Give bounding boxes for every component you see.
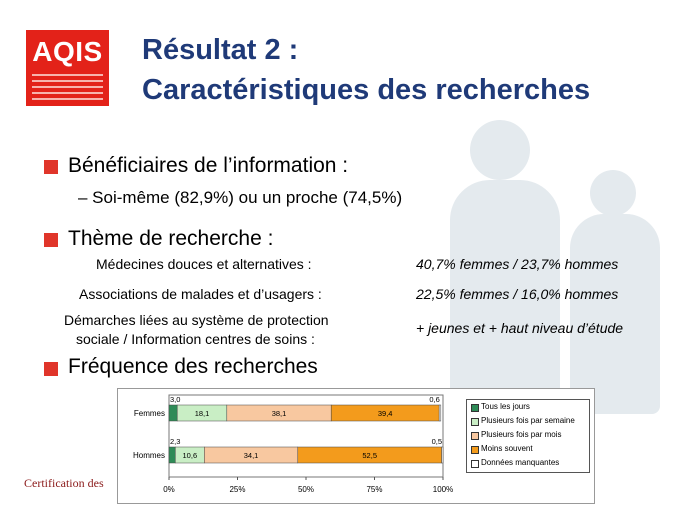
theme-row-value: 40,7% femmes / 23,7% hommes — [416, 256, 619, 272]
data-label: 3,0 — [170, 395, 181, 404]
legend-item: Plusieurs fois par mois — [481, 430, 562, 439]
data-label: 34,1 — [243, 451, 259, 460]
legend-swatch — [471, 418, 479, 426]
background-silhouette-1 — [470, 120, 530, 180]
section-heading-theme: Thème de recherche : — [68, 227, 274, 250]
data-label: 10,6 — [182, 451, 198, 460]
bar-segment — [169, 447, 175, 463]
x-tick-label: 50% — [297, 485, 315, 494]
data-label: 2,3 — [170, 437, 181, 446]
legend-swatch — [471, 460, 479, 468]
category-label: Hommes — [132, 451, 165, 460]
background-silhouette-3 — [590, 170, 636, 216]
theme-row-label: Médecines douces et alternatives : — [96, 256, 312, 272]
x-tick-label: 0% — [163, 485, 175, 494]
x-tick-label: 25% — [229, 485, 246, 494]
legend-item: Moins souvent — [481, 444, 533, 453]
bullet-square-icon — [44, 233, 58, 247]
theme-row-value: 22,5% femmes / 16,0% hommes — [416, 286, 619, 302]
chart-legend — [466, 399, 590, 473]
section-heading-frequence: Fréquence des recherches — [68, 355, 318, 378]
data-label: 18,1 — [194, 409, 210, 418]
legend-item: Tous les jours — [481, 402, 530, 411]
theme-row-value: + jeunes et + haut niveau d’étude — [416, 320, 624, 336]
section-heading-beneficiaires: Bénéficiaires de l’information : — [68, 154, 349, 177]
data-label: 52,5 — [362, 451, 378, 460]
section-sub-soi-meme: – Soi-même (82,9%) ou un proche (74,5%) — [78, 188, 403, 207]
category-label: Femmes — [133, 409, 165, 418]
legend-item: Données manquantes — [481, 458, 560, 467]
x-tick-label: 75% — [366, 485, 383, 494]
slide-title-line1: Résultat 2 : — [142, 34, 299, 66]
background-silhouette-4 — [570, 214, 660, 414]
bullet-square-icon — [44, 362, 58, 376]
slide-title-line2: Caractéristiques des recherches — [142, 74, 591, 106]
aqis-logo: AQIS — [26, 30, 109, 106]
bullet-square-icon — [44, 160, 58, 174]
theme-row-label: Démarches liées au système de protection — [64, 312, 329, 328]
legend-item: Plusieurs fois par semaine — [481, 416, 575, 425]
legend-swatch — [471, 432, 479, 440]
bar-segment — [442, 447, 443, 463]
certification-footer: Certification des — [24, 476, 104, 490]
data-label: 39,4 — [377, 409, 393, 418]
bar-segment — [439, 405, 441, 421]
x-tick-label: 100% — [432, 485, 454, 494]
theme-row-label: Associations de malades et d’usagers : — [79, 286, 322, 302]
legend-swatch — [471, 404, 479, 412]
theme-row-label: sociale / Information centres de soins : — [76, 331, 315, 347]
legend-swatch — [471, 446, 479, 454]
data-label: 38,1 — [271, 409, 287, 418]
data-label: 0,5 — [431, 437, 442, 446]
bar-segment — [169, 405, 177, 421]
data-label: 0,6 — [429, 395, 440, 404]
